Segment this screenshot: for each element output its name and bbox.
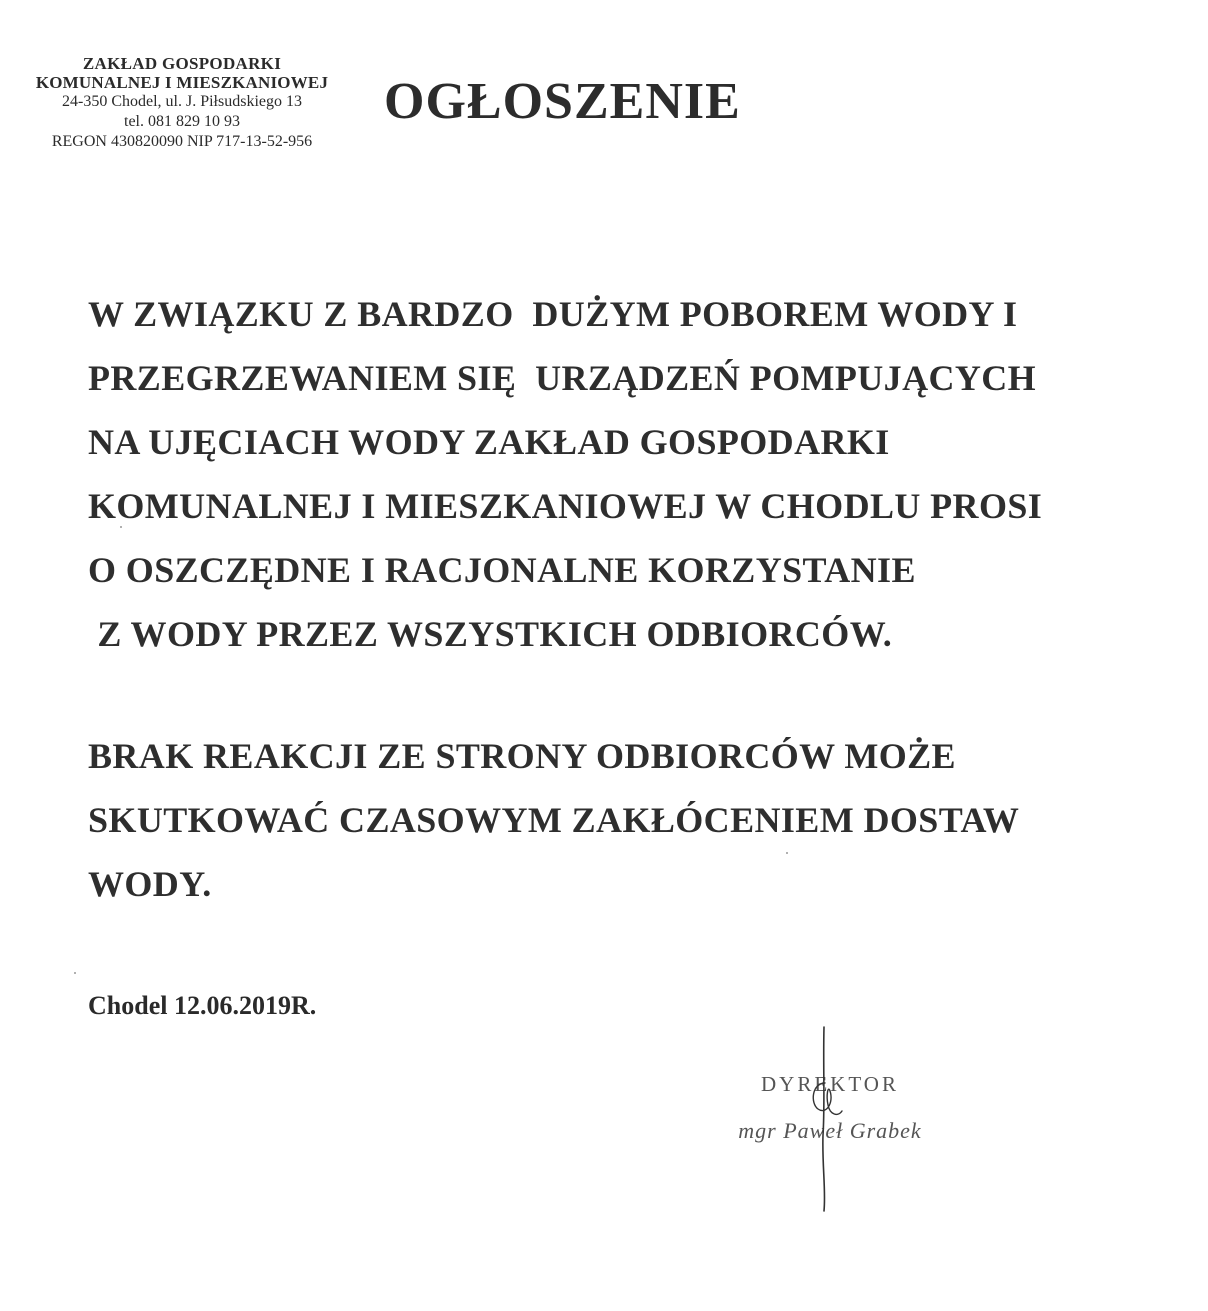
text-line: KOMUNALNEJ I MIESZKANIOWEJ W CHODLU PROSI: [88, 486, 1043, 526]
page-title: OGŁOSZENIE: [384, 73, 741, 130]
stamp-address: 24-350 Chodel, ul. J. Piłsudskiego 13: [61, 93, 302, 110]
text-line: SKUTKOWAĆ CZASOWYM ZAKŁÓCENIEM DOSTAW: [88, 800, 1020, 840]
text-line: PRZEGRZEWANIEM SIĘ URZĄDZEŃ POMPUJĄCYCH: [88, 358, 1037, 398]
handwritten-signature: [790, 1025, 870, 1215]
text-line: Z WODY PRZEZ WSZYSTKICH ODBIORCÓW.: [88, 614, 893, 654]
stamp-regon-nip: REGON 430820090 NIP 717-13-52-956: [51, 133, 313, 150]
scan-speck: [120, 526, 122, 528]
stamp-company-name-line2: KOMUNALNEJ I MIESZKANIOWEJ: [35, 73, 329, 92]
company-stamp: [14, 54, 350, 152]
scan-speck: [74, 972, 76, 974]
text-line: BRAK REAKCJI ZE STRONY ODBIORCÓW MOŻE: [88, 736, 956, 776]
text-line: O OSZCZĘDNE I RACJONALNE KORZYSTANIE: [88, 550, 916, 590]
signatory-title: DYREKTOR: [761, 1072, 899, 1096]
text-line: NA UJĘCIACH WODY ZAKŁAD GOSPODARKI: [88, 422, 890, 462]
announcement-paragraph-1: [88, 282, 1042, 666]
signatory-name: mgr Paweł Grabek: [738, 1118, 922, 1143]
scan-speck: [786, 852, 788, 854]
stamp-phone: tel. 081 829 10 93: [124, 113, 240, 130]
document-date: Chodel 12.06.2019R.: [88, 991, 317, 1020]
text-line: WODY.: [88, 864, 212, 904]
announcement-paragraph-2: [88, 724, 1019, 916]
stamp-company-name-line1: ZAKŁAD GOSPODARKI: [82, 54, 282, 73]
text-line: W ZWIĄZKU Z BARDZO DUŻYM POBOREM WODY I: [88, 294, 1018, 334]
